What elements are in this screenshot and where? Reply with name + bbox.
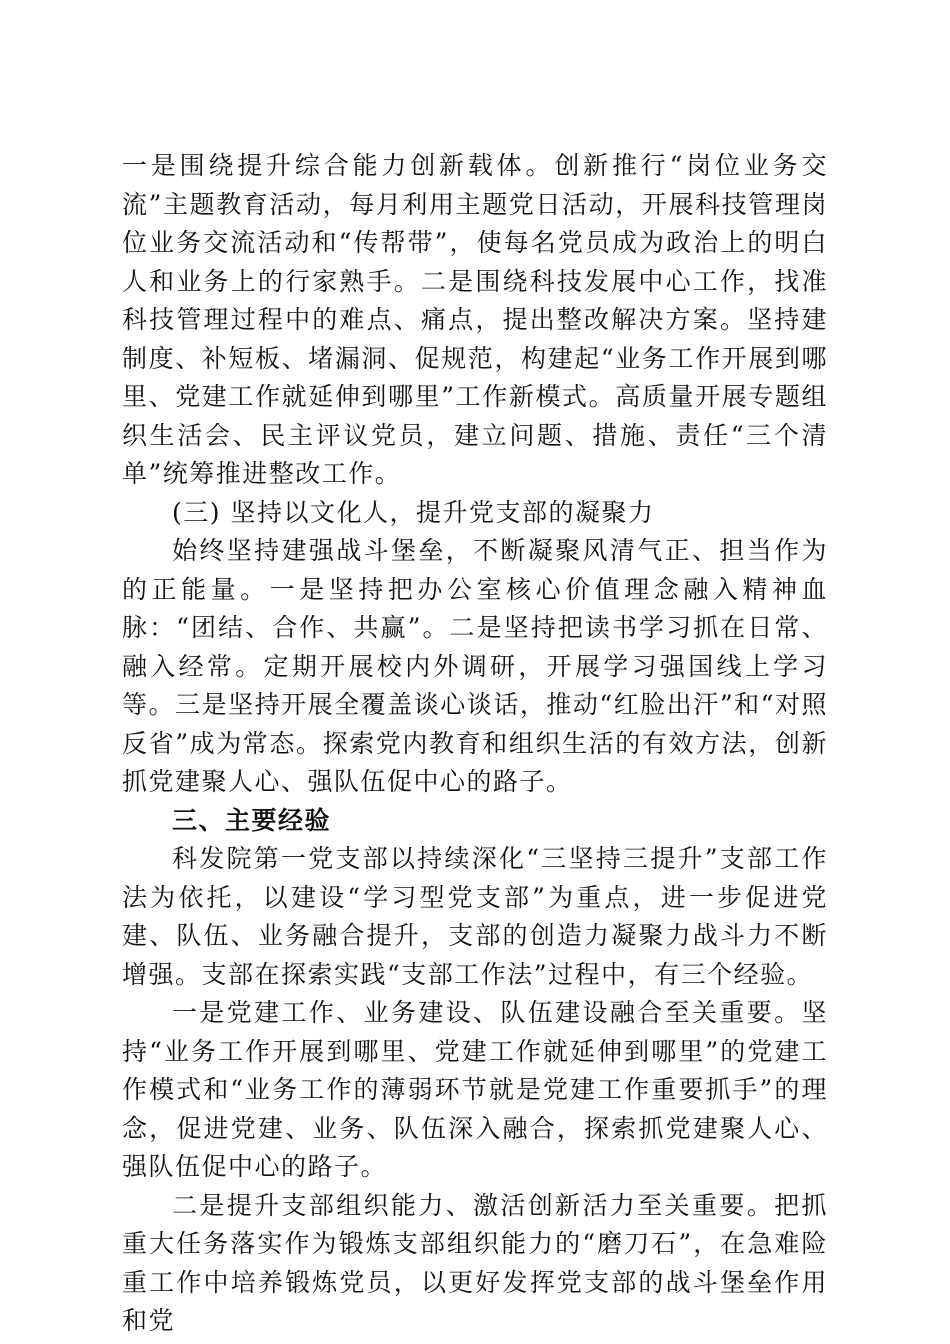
body-paragraph-4: 一是党建工作、业务建设、队伍建设融合至关重要。坚持“业务工作开展到哪里、党建工作就延伸到哪里”的党建工作模式和“业务工作的薄弱环节就是党建工作重要抓手”的理念，促进党建、业务、队伍深入融合，探索抓党建聚人心、强队伍促中心的路子。 xyxy=(122,998,828,1181)
body-paragraph-1: 一是围绕提升综合能力创新载体。创新推行“岗位业务交流”主题教育活动，每月利用主题党日活动，开展科技管理岗位业务交流活动和“传帮带”，使每名党员成为政治上的明白人和业务上的行家熟手。二是围绕科技发展中心工作，找准科技管理过程中的难点、痛点，提出整改解决方案。坚持建制度、补短板、堵漏洞、促规范，构建起“业务工作开展到哪里、党建工作就延伸到哪里”工作新模式。高质量开展专题组织生活会、民主评议党员，建立问题、措施、责任“三个清单”统筹推进整改工作。 xyxy=(122,151,828,488)
sub-heading-culture: (三) 坚持以文化人，提升党支部的凝聚力 xyxy=(172,497,655,527)
body-paragraph-2: 始终坚持建强战斗堡垒，不断凝聚风清气正、担当作为的正能量。一是坚持把办公室核心价值理念融入精神血脉：“团结、合作、共赢”。二是坚持把读书学习抓在日常、融入经常。定期开展校内外调研，开展学习强国线上学习等。三是坚持开展全覆盖谈心谈话，推动“红脸出汗”和“对照反省”成为常态。探索党内教育和组织生活的有效方法，创新抓党建聚人心、强队伍促中心的路子。 xyxy=(122,536,828,796)
body-paragraph-5: 二是提升支部组织能力、激活创新活力至关重要。把抓重大任务落实作为锻炼支部组织能力的“磨刀石”，在急难险重工作中培养锻炼党员，以更好发挥党支部的战斗堡垒作用和党 xyxy=(122,1190,828,1335)
document-body xyxy=(122,147,828,1341)
section-heading-main-experience: 三、主要经验 xyxy=(172,805,332,835)
body-paragraph-3: 科发院第一党支部以持续深化“三坚持三提升”支部工作法为依托，以建设“学习型党支部”为重点，进一步促进党建、队伍、业务融合提升，支部的创造力凝聚力战斗力不断增强。支部在探索实践“支部工作法”过程中，有三个经验。 xyxy=(122,844,828,989)
